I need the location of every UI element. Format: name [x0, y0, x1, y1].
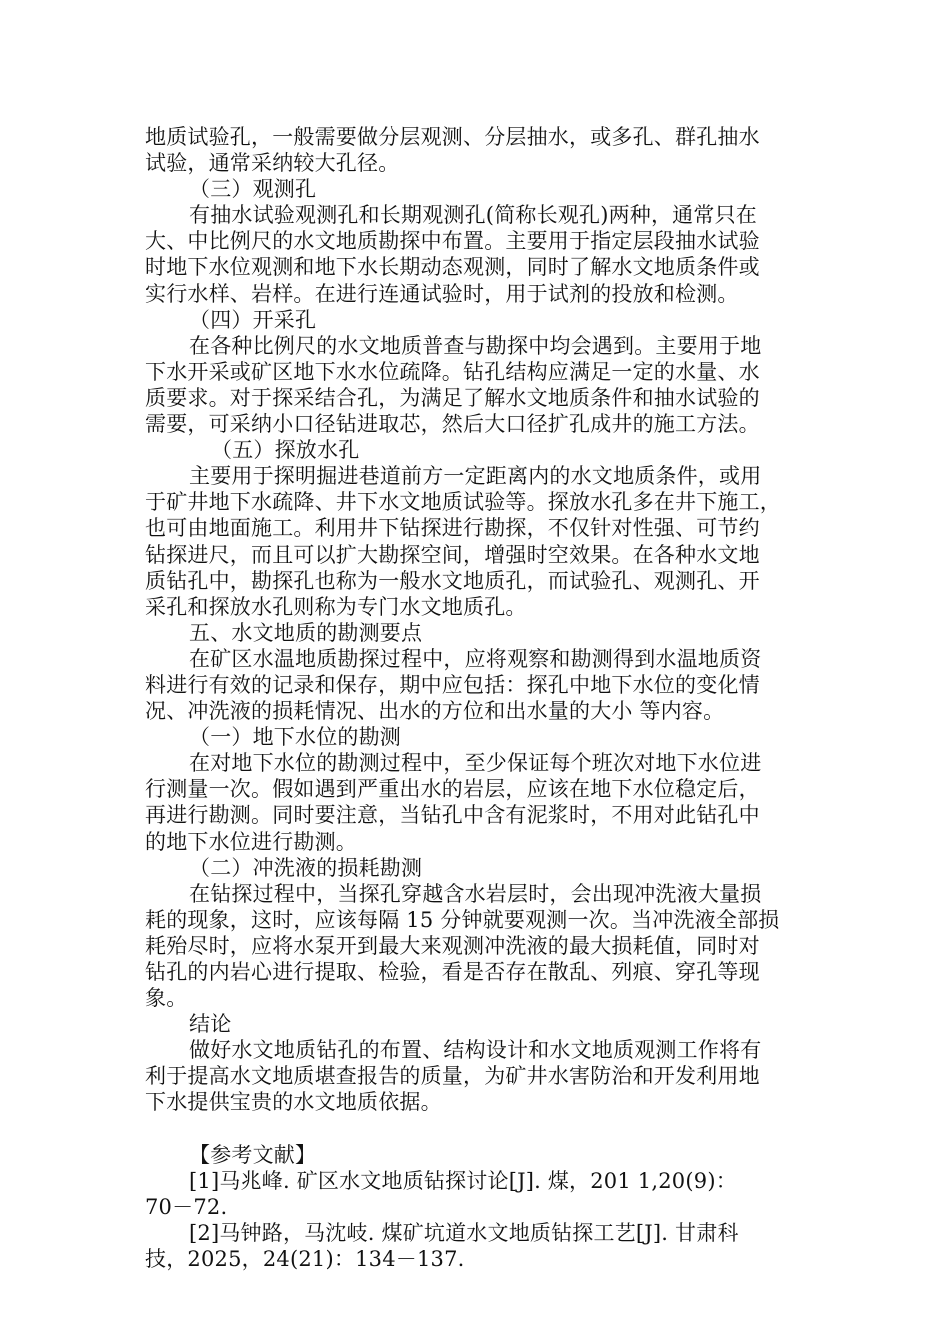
reference-line: [1]马兆峰. 矿区水文地质钻探讨论[J]. 煤，201 1,20(9)：	[189, 1168, 737, 1193]
reference-line: 技，2025，24(21)：134－137.	[145, 1247, 465, 1272]
paragraph-line: 需要，可采纳小口径钻进取芯，然后大口径扩孔成井的施工方法。	[145, 412, 760, 437]
paragraph-line: 试验，通常采纳较大孔径。	[145, 151, 400, 176]
paragraph-line: 象。	[145, 986, 188, 1011]
reference-line: 70－72.	[145, 1194, 228, 1219]
paragraph-line: 时地下水位观测和地下水长期动态观测，同时了解水文地质条件或	[145, 255, 760, 280]
paragraph-line: 质钻孔中，勘探孔也称为一般水文地质孔，而试验孔、观测孔、开	[145, 568, 760, 593]
section-heading-survey-points: 五、水文地质的勘测要点	[189, 620, 423, 645]
paragraph-line: 实行水样、岩样。在进行连通试验时，用于试剂的投放和检测。	[145, 281, 739, 306]
paragraph-line: 耗殆尽时，应将水泵开到最大来观测冲洗液的最大损耗值，同时对	[145, 933, 760, 958]
section-heading-water-level: （一）地下水位的勘测	[189, 725, 401, 750]
paragraph-line: 下水提供宝贵的水文地质依据。	[145, 1090, 442, 1115]
paragraph-line: 钻孔的内岩心进行提取、检验，看是否存在散乱、列痕、穿孔等现	[145, 960, 760, 984]
paragraph-line: 行测量一次。假如遇到严重出水的岩层，应该在地下水位稳定后，	[145, 777, 760, 802]
paragraph-line: 于矿井地下水疏降、井下水文地质试验等。探放水孔多在井下施工，	[145, 490, 781, 515]
section-heading-drainage-hole: （五）探放水孔	[211, 438, 360, 463]
paragraph-line: 大、中比例尺的水文地质勘探中布置。主要用于指定层段抽水试验	[145, 229, 760, 254]
references-heading: 【参考文献】	[189, 1142, 317, 1167]
paragraph-line: 钻探进尺，而且可以扩大勘探空间，增强时空效果。在各种水文地	[145, 542, 760, 567]
paragraph-line: 利于提高水文地质堪查报告的质量，为矿井水害防治和开发利用地	[145, 1064, 760, 1089]
paragraph-line: 耗的现象，这时，应该每隔 15 分钟就要观测一次。当冲洗液全部损	[145, 907, 780, 932]
paragraph-line: 有抽水试验观测孔和长期观测孔(简称长观孔)两种，通常只在	[189, 203, 757, 228]
blank-line	[145, 1116, 805, 1142]
paragraph-line: 也可由地面施工。利用井下钻探进行勘探，不仅针对性强、可节约	[145, 516, 760, 541]
reference-line: [2]马钟路，马沈岐. 煤矿坑道水文地质钻探工艺[J]. 甘肃科	[189, 1220, 739, 1245]
paragraph-line: 质要求。对于探采结合孔，为满足了解水文地质条件和抽水试验的	[145, 385, 760, 410]
paragraph-line: 在矿区水温地质勘探过程中，应将观察和勘测得到水温地质资	[189, 646, 762, 671]
section-heading-flushing-fluid: （二）冲洗液的损耗勘测	[189, 855, 423, 880]
paragraph-line: 在钻探过程中，当探孔穿越含水岩层时，会出现冲洗液大量损	[189, 881, 762, 906]
paragraph-line: 在各种比例尺的水文地质普查与勘探中均会遇到。主要用于地	[189, 333, 762, 358]
paragraph-line: 在对地下水位的勘测过程中，至少保证每个班次对地下水位进	[189, 751, 762, 776]
document-body	[145, 124, 805, 1272]
paragraph-line: 主要用于探明掘进巷道前方一定距离内的水文地质条件，或用	[189, 464, 762, 489]
section-heading-observation-hole: （三）观测孔	[189, 177, 317, 202]
paragraph-line: 做好水文地质钻孔的布置、结构设计和水文地质观测工作将有	[189, 1038, 762, 1063]
conclusion-heading: 结论	[189, 1012, 232, 1037]
paragraph-line: 的地下水位进行勘测。	[145, 829, 357, 854]
paragraph-line: 地质试验孔，一般需要做分层观测、分层抽水，或多孔、群孔抽水	[145, 125, 760, 149]
paragraph-line: 料进行有效的记录和保存，期中应包括：探孔中地下水位的变化情	[145, 672, 760, 697]
paragraph-line: 采孔和探放水孔则称为专门水文地质孔。	[145, 594, 527, 619]
paragraph-line: 再进行勘测。同时要注意，当钻孔中含有泥浆时，不用对此钻孔中	[145, 803, 760, 828]
paragraph-line: 下水开采或矿区地下水水位疏降。钻孔结构应满足一定的水量、水	[145, 359, 760, 384]
paragraph-line: 况、冲洗液的损耗情况、出水的方位和出水量的大小 等内容。	[145, 699, 725, 724]
section-heading-production-hole: （四）开采孔	[189, 307, 317, 332]
